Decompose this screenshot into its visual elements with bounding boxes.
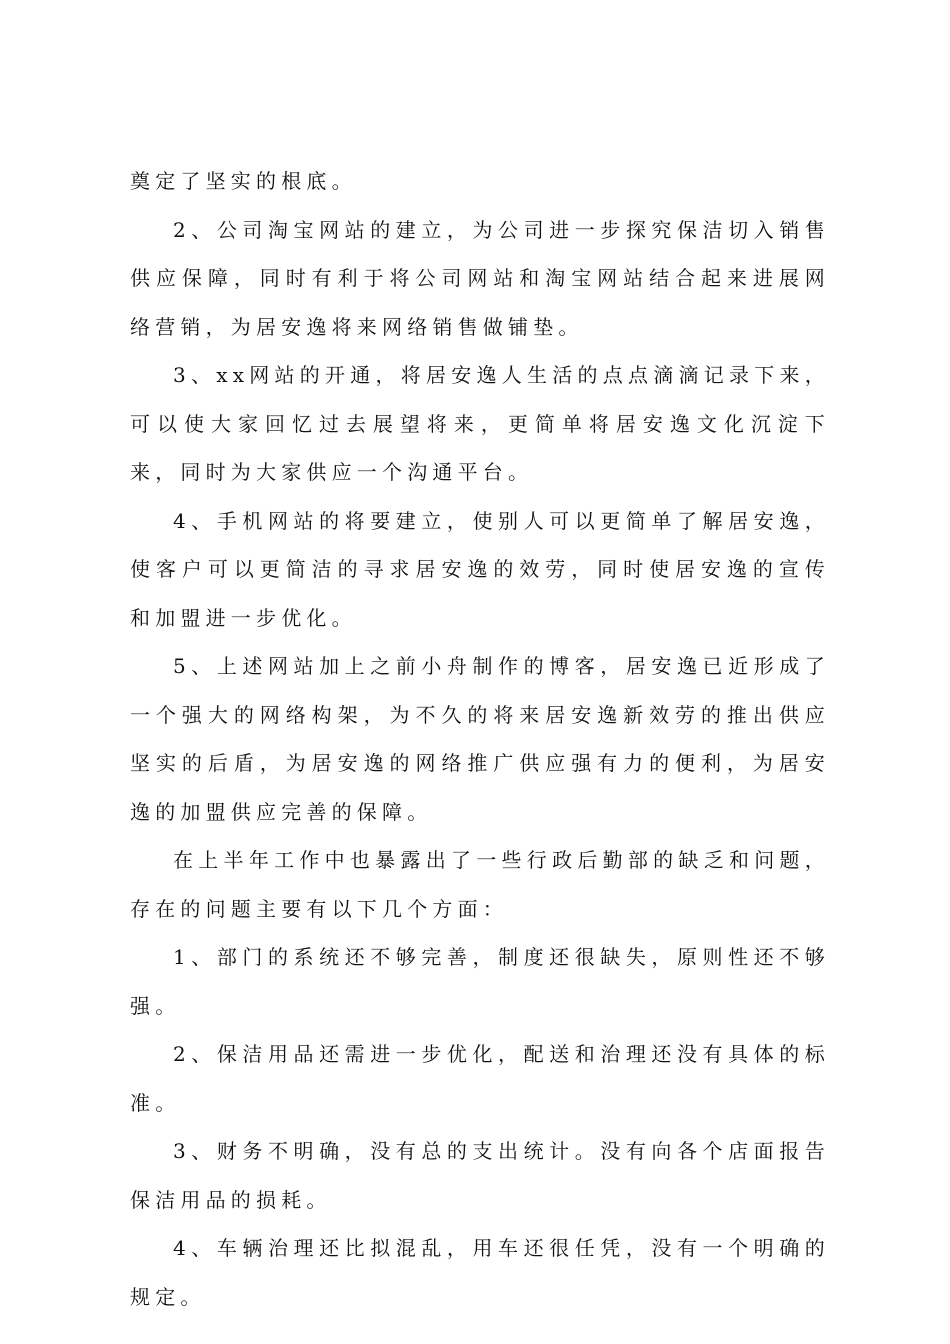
paragraph-item-2-taobao: 2、公司淘宝网站的建立，为公司进一步探究保洁切入销售供应保障，同时有利于将公司网站和淘宝网站结合起来进展网络营销，为居安逸将来网络销售做铺垫。 (130, 217, 830, 339)
paragraph-problem-3: 3、财务不明确，没有总的支出统计。没有向各个店面报告保洁用品的损耗。 (130, 1139, 830, 1212)
paragraph-problems-intro: 在上半年工作中也暴露出了一些行政后勤部的缺乏和问题，存在的问题主要有以下几个方面： (130, 848, 830, 921)
paragraph-continuation: 奠定了坚实的根底。 (130, 169, 357, 193)
paragraph-problem-4: 4、车辆治理还比拟混乱，用车还很任凭，没有一个明确的规定。 (130, 1236, 830, 1309)
paragraph-item-3-xx-site: 3、xx网站的开通，将居安逸人生活的点点滴滴记录下来，可以使大家回忆过去展望将来，更简单将居安逸文化沉淀下来，同时为大家供应一个沟通平台。 (130, 363, 830, 484)
paragraph-item-4-mobile-site: 4、手机网站的将要建立，使别人可以更简单了解居安逸，使客户可以更简洁的寻求居安逸的效劳，同时使居安逸的宣传和加盟进一步优化。 (130, 508, 830, 630)
paragraph-problem-2: 2、保洁用品还需进一步优化，配送和治理还没有具体的标准。 (130, 1042, 830, 1115)
document-body (130, 157, 830, 1321)
paragraph-item-5-network: 5、上述网站加上之前小舟制作的博客，居安逸已近形成了一个强大的网络构架，为不久的将来居安逸新效劳的推出供应坚实的后盾，为居安逸的网络推广供应强有力的便利，为居安逸的加盟供应完善的保障。 (130, 654, 830, 824)
paragraph-problem-1: 1、部门的系统还不够完善，制度还很缺失，原则性还不够强。 (130, 945, 830, 1018)
